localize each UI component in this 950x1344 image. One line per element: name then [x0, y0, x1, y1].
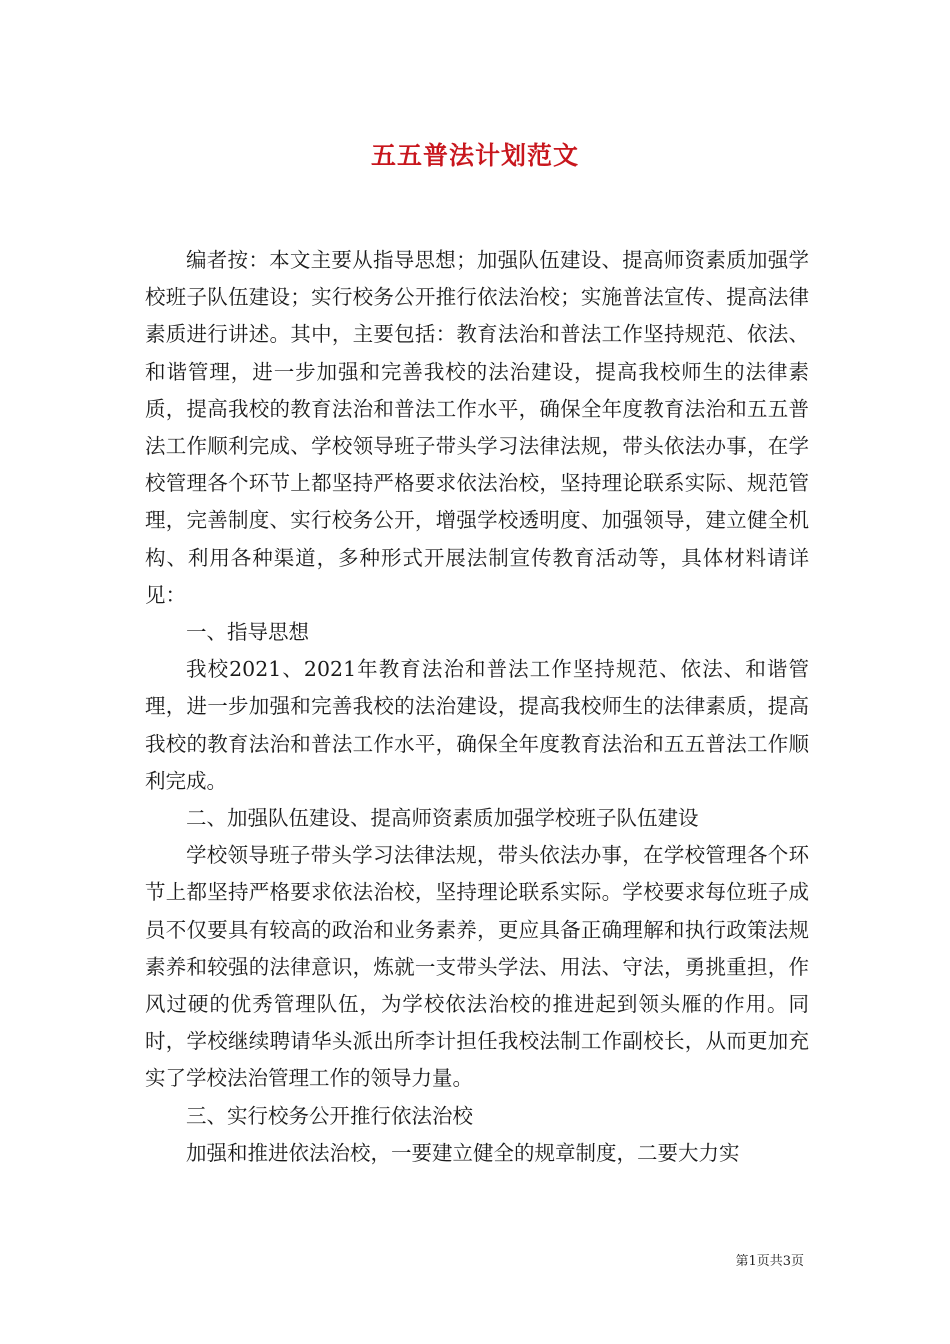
section-heading-school-affairs: 三、实行校务公开推行依法治校 — [186, 1103, 473, 1128]
section-heading-team-building: 二、加强队伍建设、提高师资素质加强学校班子队伍建设 — [186, 806, 699, 831]
editor-note-paragraph: 编者按：本文主要从指导思想；加强队伍建设、提高师资素质加强学校班子队伍建设；实行校务公开推行依法治校；实施普法宣传、提高法律素质进行讲述。其中，主要包括：教育法治和普法工作坚持规范、依法、和谐管理，进一步加强和完善我校的法治建设，提高我校师生的法律素质，提高我校的教育法治和普法工作水平，确保全年度教育法治和五五普法工作顺利完成、学校领导班子带头学习法律法规，带头依法办事，在学校管理各个环节上都坚持严格要求依法治校，坚持理论联系实际、规范管理，完善制度、实行校务公开，增强学校透明度、加强领导，建立健全机构、利用各种渠道，多种形式开展法制宣传教育活动等，具体材料请详见： — [145, 248, 809, 607]
body-paragraph: 加强和推进依法治校，一要建立健全的规章制度，二要大力实 — [186, 1140, 740, 1165]
document-title: 五五普法计划范文 — [370, 141, 579, 170]
section-heading-guiding-ideology: 一、指导思想 — [186, 620, 309, 645]
body-paragraph: 学校领导班子带头学习法律法规，带头依法办事，在学校管理各个环节上都坚持严格要求依法治校，坚持理论联系实际。学校要求每位班子成员不仅要具有较高的政治和业务素养，更应具备正确理解和执行政策法规素养和较强的法律意识，炼就一支带头学法、用法、守法，勇挑重担，作风过硬的优秀管理队伍，为学校依法治校的推进起到领头雁的作用。同时，学校继续聘请华头派出所李计担任我校法制工作副校长，从而更加充实了学校法治管理工作的领导力量。 — [145, 843, 809, 1091]
body-paragraph: 我校2021、2021年教育法治和普法工作坚持规范、依法、和谐管理，进一步加强和完善我校的法治建设，提高我校师生的法律素质，提高我校的教育法治和普法工作水平，确保全年度教育法治和五五普法工作顺利完成。 — [145, 657, 809, 793]
document-body — [145, 242, 809, 1172]
page-number: 第1页共3页 — [735, 1254, 804, 1269]
